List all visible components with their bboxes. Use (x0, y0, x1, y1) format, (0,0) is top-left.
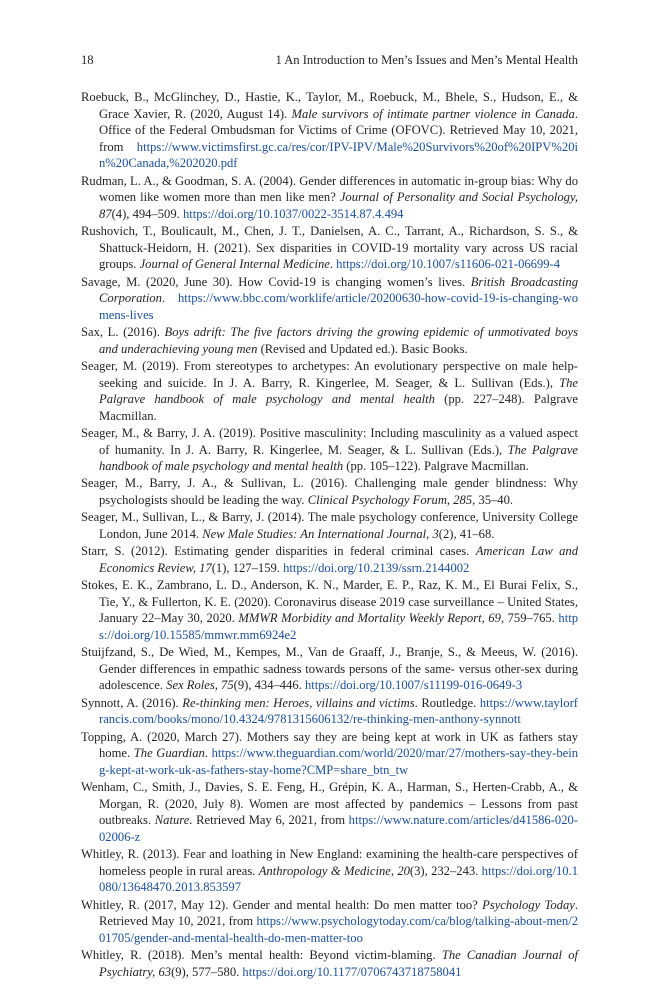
reference-entry (81, 897, 578, 947)
reference-source-title: Male survivors of intimate partner violence in Canada (291, 106, 575, 121)
reference-entry (81, 358, 578, 424)
reference-source-title: New Male Studies: An International Journal, 3 (202, 526, 439, 541)
reference-text: . Retrieved May 10, 2021, from (99, 897, 578, 929)
reference-source-title: Clinical Psychology Forum, 285 (307, 493, 473, 508)
reference-source-title: American Law and Economics Review, 17 (99, 544, 578, 575)
reference-text: Topping, A. (2020, March 27). Mothers say they are being kept at work in UK as fathers stay home. (81, 729, 578, 761)
reference-text: Whitley, R. (2018). Men’s mental health: Beyond victim-blaming. (81, 947, 442, 962)
reference-text: (9), 434–446. (233, 678, 305, 693)
reference-link[interactable]: https://www.victimsfirst.gc.ca/res/cor/IPV-IPV/Male%20Survivors%20of%20IPV%20in%20Canada,%202020.pdf (99, 139, 578, 171)
reference-entry (81, 577, 578, 643)
reference-text: . Office of the Federal Ombudsman for Victims of Crime (OFOVC). Retrieved May 10, 2021, from (99, 106, 578, 154)
page-number: 18 (81, 53, 94, 67)
reference-entry (81, 509, 578, 542)
reference-list (81, 89, 578, 981)
reference-link[interactable]: https://doi.org/10.1177/0706743718758041 (242, 964, 462, 979)
reference-link[interactable]: https://doi.org/10.15585/mmwr.mm6924e2 (99, 611, 579, 642)
reference-entry (81, 475, 578, 508)
reference-link[interactable]: https://doi.org/10.1037/0022-3514.87.4.494 (182, 206, 404, 221)
reference-source-title: MMWR Morbidity and Mortality Weekly Report, 69 (238, 611, 501, 626)
reference-text: Savage, M. (2020, June 30). How Covid-19 is changing women’s lives. (81, 274, 471, 289)
reference-source-title: Re-thinking men: Heroes, villains and victims (182, 695, 415, 710)
reference-source-title: Sex Roles, 75 (166, 678, 234, 693)
reference-entry (81, 846, 578, 896)
reference-text: Seager, M., & Barry, J. A. (2019). Positive masculinity: Including masculinity as a valued aspect of humanity. In J. A. Barry, R. Kingerlee, M. Seager, & L. Sullivan (Eds.), (81, 426, 578, 457)
reference-entry (81, 695, 578, 728)
reference-text: Seager, M. (2019). From stereotypes to archetypes: An evolutionary perspective on male help-seeking and suicide. In J. A. Barry, R. Kingerlee, M. Seager, & L. Sullivan (Eds.), (81, 358, 578, 390)
reference-source-title: Nature (154, 813, 190, 828)
reference-source-title: British Broadcasting Corporation (99, 274, 578, 306)
reference-text: Wenham, C., Smith, J., Davies, S. E. Feng, H., Grépin, K. A., Harman, S., Herten-Crabb, A., & Morgan, R. (2020, July 8). Women are most affected by pandemics – Lessons from past outbreaks. (81, 779, 578, 828)
reference-entry (81, 729, 578, 779)
reference-entry (81, 425, 578, 475)
reference-text: (3), 232–243. (409, 863, 482, 878)
reference-source-title: Journal of General Internal Medicine (139, 257, 330, 272)
reference-text: . (204, 746, 212, 761)
reference-source-title: Anthropology & Medicine, 20 (258, 863, 410, 878)
reference-text: (4), 494–509. (111, 206, 183, 221)
reference-text: Seager, M., Barry, J. A., & Sullivan, L. (2016). Challenging male gender blindness: Why psychologists should be leading the way. (81, 476, 578, 508)
reference-entry (81, 223, 578, 273)
reference-entry (81, 947, 578, 980)
reference-entry (81, 89, 578, 172)
reference-text: (pp. 227–248). Palgrave Macmillan. (99, 392, 578, 423)
reference-entry (81, 779, 578, 845)
reference-link[interactable]: https://doi.org/10.1007/s11199-016-0649-3 (305, 678, 523, 693)
reference-entry (81, 274, 578, 324)
reference-source-title: Boys adrift: The five factors driving the growing epidemic of unmotivated boys and underachieving young men (99, 325, 578, 356)
reference-text: Whitley, R. (2017, May 12). Gender and mental health: Do men matter too? (81, 897, 483, 912)
reference-text: . Routledge. (414, 695, 480, 710)
reference-source-title: The Palgrave handbook of male psychology and mental health (99, 442, 579, 474)
reference-entry (81, 543, 578, 576)
reference-text: Whitley, R. (2013). Fear and loathing in New England: examining the health-care perspectives of homeless people in rural areas. (81, 847, 578, 878)
reference-text: Starr, S. (2012). Estimating gender disparities in federal criminal cases. (81, 544, 476, 559)
reference-text: Stuijfzand, S., De Wied, M., Kempes, M., Van de Graaff, J., Branje, S., & Meeus, W. (2016). Gender differences in empathic sadness towards persons of the same- versus other-sex during adolescence. (81, 645, 578, 693)
reference-text: (pp. 105–122). Palgrave Macmillan. (343, 459, 529, 474)
page-header (81, 52, 578, 68)
reference-text: Rudman, L. A., & Goodman, S. A. (2004). Gender differences in automatic in-group bias: Why do women like women more than men like men? (81, 173, 578, 205)
reference-source-title: The Palgrave handbook of male psychology and mental health (99, 375, 578, 407)
reference-entry (81, 644, 578, 694)
reference-link[interactable]: https://doi.org/10.2139/ssrn.2144002 (283, 560, 470, 575)
reference-text: Sax, L. (2016). (81, 325, 165, 340)
reference-text: (Revised and Updated ed.). Basic Books. (257, 341, 468, 356)
reference-text: , 759–765. (500, 611, 559, 626)
reference-link[interactable]: https://doi.org/10.1007/s11606-021-06699-4 (336, 257, 561, 272)
running-head: 1 An Introduction to Men’s Issues and Men’s Mental Health (275, 53, 578, 67)
reference-text: . Retrieved May 6, 2021, from (189, 813, 349, 828)
reference-text: (9), 577–580. (171, 964, 243, 979)
reference-link[interactable]: https://www.theguardian.com/world/2020/mar/27/mothers-say-they-being-kept-at-work-uk-as-fathers-stay-home?CMP=share_btn_tw (99, 746, 579, 777)
reference-entry (81, 173, 578, 223)
reference-text: . (329, 257, 337, 272)
reference-source-title: Journal of Personality and Social Psychology, 87 (99, 190, 578, 221)
reference-text: Stokes, E. K., Zambrano, L. D., Anderson, K. N., Marder, E. P., Raz, K. M., El Burai Felix, S., Tie, Y., & Fullerton, K. E. (2020). Coronavirus disease 2019 case surveillance – United States, January 22–May 30, 2020. (81, 578, 578, 626)
reference-link[interactable]: https://www.psychologytoday.com/ca/blog/talking-about-men/201705/gender-and-mental-health-do-men-matter-too (99, 914, 578, 945)
reference-link[interactable]: https://doi.org/10.1080/13648470.2013.853597 (99, 863, 579, 895)
reference-text: Synnott, A. (2016). (81, 695, 183, 710)
reference-source-title: Psychology Today (482, 897, 575, 912)
reference-link[interactable]: https://www.nature.com/articles/d41586-020-02006-z (99, 813, 578, 844)
reference-text: (2), 41–68. (438, 526, 495, 541)
reference-entry (81, 324, 578, 357)
reference-text: Roebuck, B., McGlinchey, D., Hastie, K., Taylor, M., Roebuck, M., Bhele, S., Hudson, E., & Grace Xavier, R. (2020, August 14). (81, 90, 578, 121)
reference-text: . (161, 291, 178, 306)
reference-text: (1), 127–159. (211, 560, 284, 575)
reference-text: , 35–40. (472, 493, 514, 508)
reference-text: Rushovich, T., Boulicault, M., Chen, J. T., Danielsen, A. C., Tarrant, A., Richardson, S. S., & Shattuck-Heidorn, H. (2021). Sex disparities in COVID-19 mortality vary across US racial groups. (81, 224, 578, 272)
reference-source-title: The Guardian (133, 746, 205, 761)
reference-link[interactable]: https://www.taylorfrancis.com/books/mono/10.4324/9781315606132/re-thinking-men-anthony-synnott (99, 695, 578, 727)
reference-text: Seager, M., Sullivan, L., & Barry, J. (2014). The male psychology conference, University College London, June 2014. (81, 510, 578, 541)
reference-source-title: The Canadian Journal of Psychiatry, 63 (99, 947, 578, 979)
reference-link[interactable]: https://www.bbc.com/worklife/article/20200630-how-covid-19-is-changing-womens-lives (99, 291, 578, 322)
